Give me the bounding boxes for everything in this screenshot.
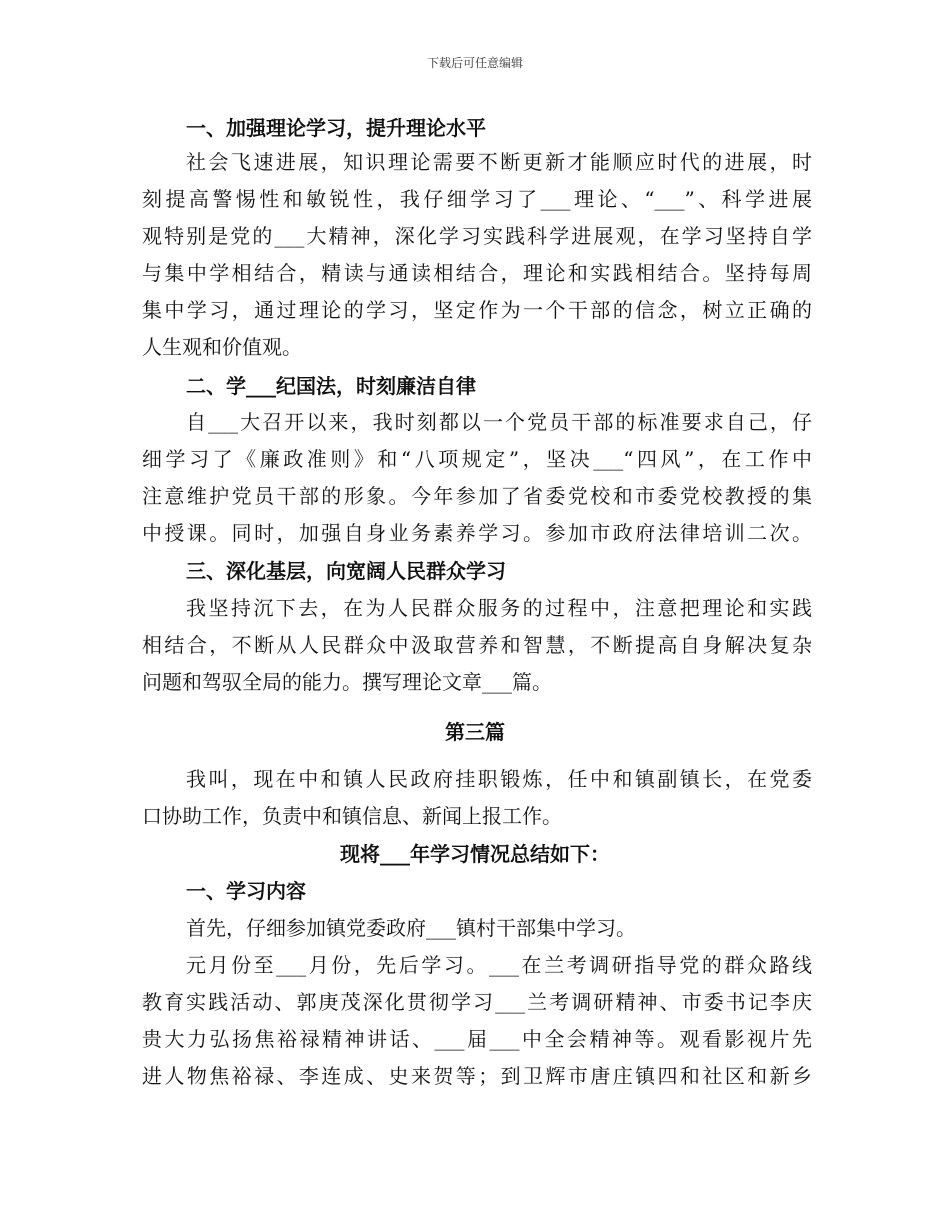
section-heading-2: 二、学___纪国法，时刻廉洁自律 bbox=[186, 374, 476, 398]
paragraph-line: 首先，仔细参加镇党委政府___镇村干部集中学习。 bbox=[186, 916, 636, 940]
paragraph-line: 元月份至___月份，先后学习。___在兰考调研指导党的群众路线 bbox=[186, 953, 812, 977]
paragraph-line: 相结合，不断从人民群众中汲取营养和智慧，不断提高自身解决复杂 bbox=[142, 633, 812, 657]
summary-intro: 现将___年学习情况总结如下： bbox=[340, 842, 610, 866]
paragraph-line: 观特别是党的___大精神，深化学习实践科学进展观，在学习坚持自学 bbox=[142, 224, 812, 248]
paragraph-line: 社会飞速进展，知识理论需要不断更新才能顺应时代的进展，时 bbox=[186, 150, 812, 174]
paragraph-line: 教育实践活动、郭庚茂深化贯彻学习___兰考调研精神、市委书记李庆 bbox=[142, 990, 812, 1014]
paragraph-line: 我叫，现在中和镇人民政府挂职锻炼，任中和镇副镇长，在党委 bbox=[186, 767, 812, 791]
paragraph-line: 集中学习，通过理论的学习，坚定作为一个干部的信念，树立正确的 bbox=[142, 298, 812, 322]
section-heading-3: 三、深化基层，向宽阔人民群众学习 bbox=[186, 559, 506, 583]
paragraph-line: 中授课。同时，加强自身业务素养学习。参加市政府法律培训二次。 bbox=[142, 521, 812, 545]
paragraph-line: 我坚持沉下去，在为人民群众服务的过程中，注意把理论和实践 bbox=[186, 596, 812, 620]
paragraph-line: 贵大力弘扬焦裕禄精神讲话、___届___中全会精神等。观看影视片先 bbox=[142, 1027, 812, 1051]
chapter-title: 第三篇 bbox=[445, 720, 505, 744]
paragraph-line: 细学习了《廉政准则》和“八项规定”，坚决___“四风”，在工作中 bbox=[142, 447, 812, 471]
page-header-note: 下载后可任意编辑 bbox=[426, 56, 523, 70]
paragraph-line: 问题和驾驭全局的能力。撰写理论文章___篇。 bbox=[142, 670, 552, 694]
paragraph-line: 与集中学相结合，精读与通读相结合，理论和实践相结合。坚持每周 bbox=[142, 261, 812, 285]
paragraph-line: 自___大召开以来，我时刻都以一个党员干部的标准要求自己，仔 bbox=[186, 410, 812, 434]
paragraph-line: 人生观和价值观。 bbox=[142, 335, 302, 359]
section-heading-study-content: 一、学习内容 bbox=[186, 879, 306, 903]
paragraph-line: 进人物焦裕禄、李连成、史来贺等；到卫辉市唐庄镇四和社区和新乡 bbox=[142, 1064, 812, 1088]
paragraph-line: 刻提高警惕性和敏锐性，我仔细学习了___理论、“___”、科学进展 bbox=[142, 187, 812, 211]
paragraph-line: 注意维护党员干部的形象。今年参加了省委党校和市委党校教授的集 bbox=[142, 484, 812, 508]
paragraph-line: 口协助工作，负责中和镇信息、新闻上报工作。 bbox=[142, 804, 562, 828]
section-heading-1: 一、加强理论学习，提升理论水平 bbox=[186, 116, 486, 140]
